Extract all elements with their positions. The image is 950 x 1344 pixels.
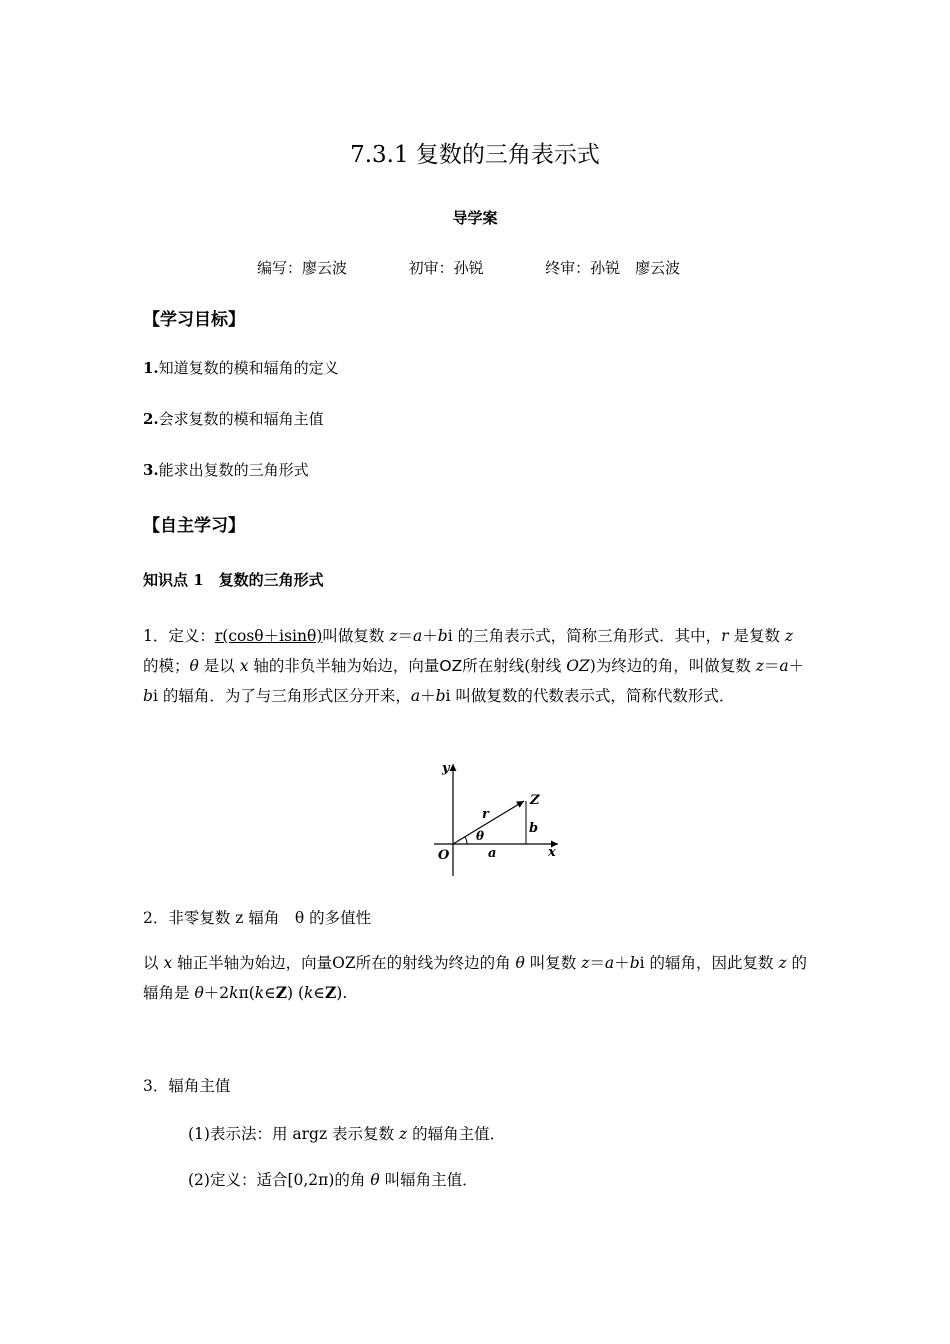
item2-heading: 2．非零复数 z 辐角 θ 的多值性 <box>143 909 372 927</box>
authors-line <box>257 257 680 278</box>
first-reviewer: 初审：孙锐 <box>408 259 484 277</box>
principal-arg-notation: (1)表示法：用 argz 表示复数 z 的辐角主值． <box>188 1125 506 1143</box>
knowledge-point-heading: 知识点 1 复数的三角形式 <box>143 571 324 589</box>
page-title: 7.3.1 复数的三角表示式 <box>350 142 600 168</box>
theta-label: θ <box>476 829 485 843</box>
trig-formula: r(cosθ＋isinθ) <box>214 627 323 645</box>
writer: 编写：廖云波 <box>257 259 348 277</box>
y-label: y <box>442 761 450 776</box>
goal-item: 3.能求出复数的三角形式 <box>143 461 309 479</box>
a-label: a <box>488 846 497 861</box>
goals-heading: 【学习目标】 <box>143 310 245 330</box>
final-reviewer: 终审：孙锐 廖云波 <box>545 259 681 277</box>
x-label: x <box>548 845 556 860</box>
self-study-heading: 【自主学习】 <box>143 516 245 536</box>
definition-paragraph: 1．定义：r(cosθ＋isinθ)叫做复数 z＝a＋bi 的三角表示式，简称三角形式．其中，r 是复数 z 的模；θ 是以 x 轴的非负半轴为始边，向量OZ所在射线(射线 OZ)为终边的角，叫做复数 z＝a＋bi 的辐角．为了与三角形式区分开来，a＋bi 叫做复数的代数表示式，简称代数形式． <box>143 627 805 705</box>
origin-label: O <box>438 848 450 863</box>
goal-item: 2.会求复数的模和辐角主值 <box>143 410 324 428</box>
theta-arc <box>465 837 467 844</box>
z-label: Z <box>530 793 540 808</box>
goal-item: 1.知道复数的模和辐角的定义 <box>143 359 339 377</box>
principal-arg-definition: (2)定义：适合[0,2π)的角 θ 叫辐角主值． <box>188 1171 478 1189</box>
r-label: r <box>482 807 489 822</box>
item3-heading: 3．辐角主值 <box>143 1077 231 1095</box>
b-label: b <box>529 821 539 836</box>
complex-plane-diagram <box>420 758 570 880</box>
multivalue-paragraph: 以 x 轴正半轴为始边，向量OZ所在的射线为终边的角 θ 叫复数 z＝a＋bi 的辐角，因此复数 z 的辐角是 θ＋2kπ(k∈Z) (k∈Z). <box>143 954 808 1002</box>
subtitle: 导学案 <box>452 209 498 227</box>
